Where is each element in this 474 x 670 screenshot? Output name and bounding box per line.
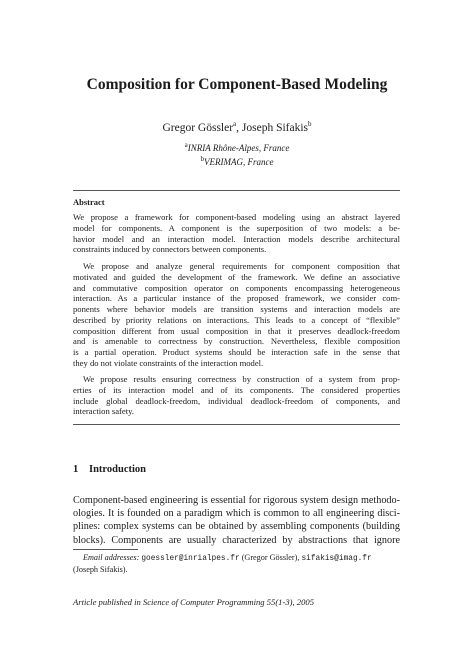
text-line: erties of its interaction model and of its components. The considered properties [73,384,400,395]
section-heading [73,464,146,475]
text-line: blocks). Components are usually characterized by abstractions that ignore [73,534,400,546]
text-line: We propose and analyze general requirements for component composition that [83,261,400,271]
affiliation-mark: a [184,141,188,149]
text-line: ponents where behavior models are transition systems and interaction models are [73,304,400,314]
text-line: motivated and guided the development of the framework. We define an associative [73,271,400,282]
text-line: havior model and an interaction model. Interaction models describe architectural [73,233,400,244]
affiliation [0,141,474,153]
author-line [0,120,474,134]
email-link[interactable]: sifakis@imag.fr [301,555,372,563]
affiliation-mark: b [200,155,204,163]
section-number: 1 [73,464,79,475]
author-name: Joseph Sifakis [241,121,309,134]
footnote [73,553,400,575]
text-line: constraints induced by connectors between components. [73,244,267,255]
footnote-rule [73,549,138,550]
affiliation-text: VERIMAG, France [204,157,274,167]
abstract-paragraph-1 [73,212,400,255]
section-title: Introduction [89,464,146,475]
abstract-heading: Abstract [73,197,105,207]
text-line: and is amenable to correctness by construction. Nevertheless, flexible composition [73,336,400,347]
publication-note: Article published in Science of Computer Programming 55(1-3), 2005 [73,597,314,607]
abstract-top-rule [73,190,400,191]
text-line: We propose results ensuring correctness by construction of a system from prop- [83,374,400,384]
abstract-paragraph-2 [73,261,400,369]
affiliation [0,155,474,167]
abstract-bottom-rule [73,424,400,425]
text-line: We propose a framework for component-based modeling using an abstract layered [73,212,400,222]
paper-title: Composition for Component-Based Modeling [86,76,388,93]
author-name: Gregor Gössler [162,121,234,134]
text-line: they do not violate constraints of the interaction model. [73,357,264,368]
text-line: include global deadlock-freedom, individual deadlock-freedom of components, and [73,395,400,406]
text-line: model for components. A component is the superposition of two models: a be- [73,222,400,233]
text-line: is a partial operation. Product systems should be interaction safe in the sense that [73,347,400,357]
text-line: ologies. It is founded on a paradigm which is common to all engineering disci- [73,508,400,520]
email-link[interactable]: goessler@inrialpes.fr [141,555,240,563]
text-line: interaction. As a particular instance of the proposed framework, we consider com- [73,293,400,304]
text-line: interaction safety. [73,406,135,417]
author-separator: , [236,121,240,134]
text-line: and commutative composition operator on components encompassing heterogeneous [73,282,400,293]
footnote-name: (Joseph Sifakis). [73,564,128,574]
abstract-paragraph-3 [73,374,400,417]
author-affiliation-mark: a [233,120,237,128]
body-text [73,494,400,547]
text-line: plines: complex systems can be obtained by assembling components (building [73,521,400,533]
text-line: described by priority relations on interactions. This leads to a concept of “flexible” [73,314,400,325]
text-line: Component-based engineering is essential for rigorous system design methodo- [73,495,400,506]
footnote-label: Email addresses: [83,553,140,562]
footnote-name: (Gregor Gössler), [241,553,300,562]
author-affiliation-mark: b [308,120,312,128]
text-line: composition different from usual composition in that it preserves deadlock-freedom [73,325,400,336]
affiliation-text: INRIA Rhône-Alpes, France [187,143,290,153]
